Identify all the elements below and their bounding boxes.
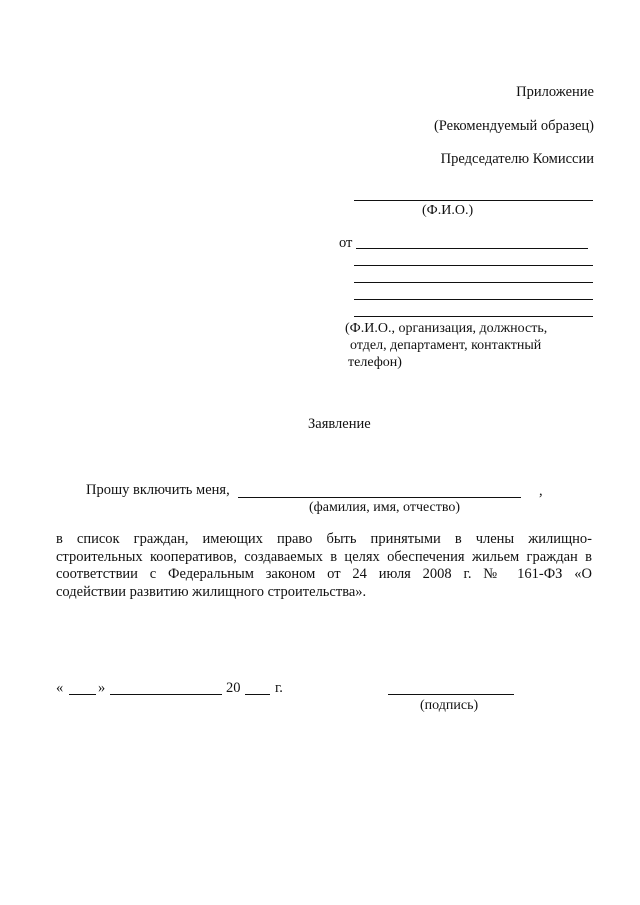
request-lead: Прошу включить меня, xyxy=(86,482,230,498)
addressee-label: Председателю Комиссии xyxy=(440,151,594,167)
request-caption: (фамилия, имя, отчество) xyxy=(309,500,461,515)
date-day-line[interactable] xyxy=(69,694,96,695)
date-close-quote: » xyxy=(98,680,106,696)
document-title: Заявление xyxy=(308,416,371,432)
from-line-1[interactable] xyxy=(356,248,588,249)
from-label: от xyxy=(339,235,353,251)
body-line-1: в список граждан, имеющих право быть принятыми в члены жилищно- xyxy=(56,531,592,547)
from-line-5[interactable] xyxy=(354,316,593,317)
sample-label: (Рекомендуемый образец) xyxy=(433,118,594,134)
request-comma: , xyxy=(539,483,543,499)
date-year-suffix: г. xyxy=(275,680,283,696)
from-caption-line-1: (Ф.И.О., организация, должность, xyxy=(345,321,548,336)
from-caption-line-3: телефон) xyxy=(348,355,402,370)
addressee-fio-line[interactable] xyxy=(354,200,593,201)
from-line-2[interactable] xyxy=(354,265,593,266)
date-year-line[interactable] xyxy=(245,694,270,695)
date-month-line[interactable] xyxy=(110,694,222,695)
body-paragraph xyxy=(56,531,592,601)
request-name-line[interactable] xyxy=(238,497,521,498)
body-line-2: строительных кооперативов, создаваемых в целях обеспечения жильем граждан в xyxy=(56,548,592,565)
from-line-4[interactable] xyxy=(354,299,593,300)
body-line-4: содействии развитию жилищного строительства». xyxy=(56,583,367,600)
body-line-3: соответствии с Федеральным законом от 24 июля 2008 г. № 161-ФЗ «О xyxy=(56,566,592,582)
date-open-quote: « xyxy=(56,680,64,696)
addressee-fio-caption: (Ф.И.О.) xyxy=(422,203,474,218)
from-caption-line-2: отдел, департамент, контактный xyxy=(350,338,542,353)
from-line-3[interactable] xyxy=(354,282,593,283)
signature-line[interactable] xyxy=(388,694,514,695)
date-year-prefix: 20 xyxy=(226,680,241,696)
signature-caption: (подпись) xyxy=(420,698,479,713)
appendix-label: Приложение xyxy=(516,84,594,100)
